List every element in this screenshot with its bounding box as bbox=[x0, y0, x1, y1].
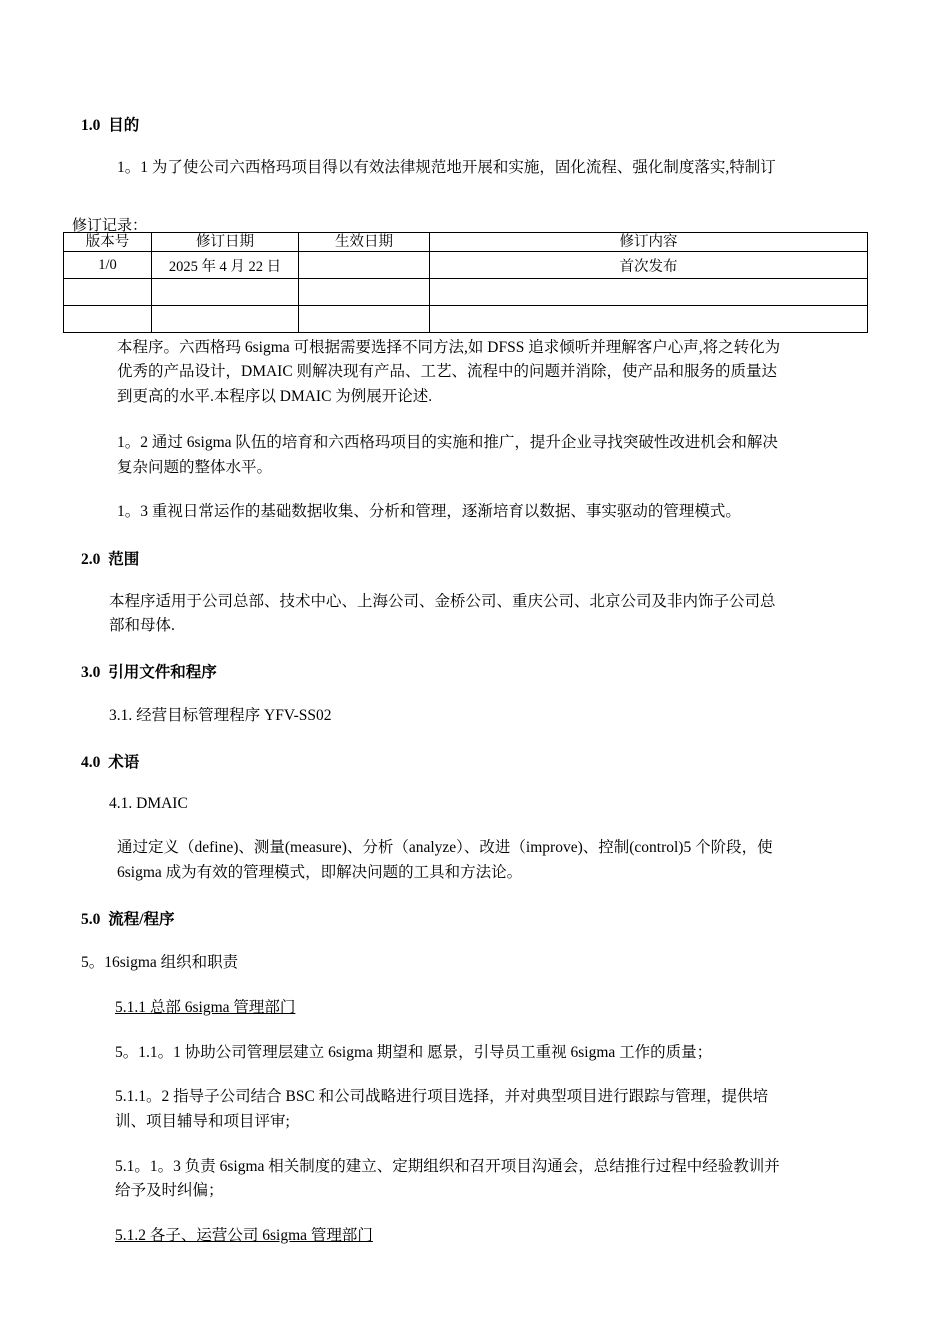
section-2-heading bbox=[81, 547, 139, 569]
section-3-heading bbox=[81, 660, 217, 682]
item-5-1-1-3-line-2: 给予及时纠偏； bbox=[115, 1182, 224, 1199]
section-1-title: 目的 bbox=[108, 117, 140, 134]
section-2-title: 范围 bbox=[108, 551, 140, 568]
section-5-number: 5.0 bbox=[81, 911, 101, 928]
term-definition-line-1: 通过定义（define)、测量(measure)、分析（analyze）、改进（improve)、控制(control)5 个阶段，使 bbox=[117, 839, 773, 856]
section-4-title: 术语 bbox=[108, 754, 140, 771]
cell-version: 1/0 bbox=[64, 252, 152, 279]
subsection-5-1: 5。16sigma 组织和职责 bbox=[81, 954, 239, 971]
section-1-number: 1.0 bbox=[81, 117, 101, 134]
item-5-1-1-2-line-2: 训、项目辅导和项目评审; bbox=[115, 1113, 290, 1130]
cell-version bbox=[64, 279, 152, 306]
cell-revision-content bbox=[430, 279, 868, 306]
purpose-paragraph-1-line-1: 1。1 为了使公司六西格玛项目得以有效法律规范地开展和实施，固化流程、强化制度落实,特制订 bbox=[117, 159, 776, 176]
header-effective-date: 生效日期 bbox=[299, 233, 430, 252]
purpose-paragraph-2-line-2: 复杂问题的整体水平。 bbox=[117, 459, 273, 476]
cell-effective-date bbox=[299, 252, 430, 279]
table-row bbox=[64, 252, 868, 279]
header-revision-date: 修订日期 bbox=[152, 233, 299, 252]
cell-revision-content bbox=[430, 306, 868, 333]
revision-table bbox=[63, 232, 868, 333]
cell-effective-date bbox=[299, 306, 430, 333]
purpose-paragraph-1-line-4: 到更高的水平.本程序以 DMAIC 为例展开论述. bbox=[117, 388, 433, 405]
section-2-number: 2.0 bbox=[81, 551, 101, 568]
cell-revision-date: 2025 年 4 月 22 日 bbox=[152, 252, 299, 279]
cell-revision-date bbox=[152, 306, 299, 333]
subsection-5-1-1-title: 5.1.1 总部 6sigma 管理部门 bbox=[115, 999, 296, 1016]
scope-line-2: 部和母体. bbox=[109, 617, 175, 634]
section-3-number: 3.0 bbox=[81, 664, 101, 681]
header-version: 版本号 bbox=[64, 233, 152, 252]
header-revision-content: 修订内容 bbox=[430, 233, 868, 252]
term-item-1: 4.1. DMAIC bbox=[109, 795, 188, 812]
purpose-paragraph-1-line-3: 优秀的产品设计，DMAIC 则解决现有产品、工艺、流程中的问题并消除，使产品和服务的质量达 bbox=[117, 363, 778, 380]
cell-version bbox=[64, 306, 152, 333]
purpose-paragraph-1-line-2: 本程序。六西格玛 6sigma 可根据需要选择不同方法,如 DFSS 追求倾听并理解客户心声,将之转化为 bbox=[117, 339, 781, 356]
item-5-1-1-1: 5。1.1。1 协助公司管理层建立 6sigma 期望和 愿景，引导员工重视 6sigma 工作的质量； bbox=[115, 1044, 713, 1061]
table-row bbox=[64, 306, 868, 333]
section-3-title: 引用文件和程序 bbox=[108, 664, 217, 681]
purpose-paragraph-3: 1。3 重视日常运作的基础数据收集、分析和管理，逐渐培育以数据、事实驱动的管理模式。 bbox=[117, 503, 741, 520]
cell-effective-date bbox=[299, 279, 430, 306]
section-4-number: 4.0 bbox=[81, 754, 101, 771]
item-5-1-1-2-line-1: 5.1.1。2 指导子公司结合 BSC 和公司战略进行项目选择，并对典型项目进行跟踪与管理，提供培 bbox=[115, 1088, 769, 1105]
section-5-title: 流程/程序 bbox=[108, 911, 175, 928]
section-4-heading bbox=[81, 750, 139, 772]
term-definition-line-2: 6sigma 成为有效的管理模式，即解决问题的工具和方法论。 bbox=[117, 864, 523, 881]
reference-item-1: 3.1. 经营目标管理程序 YFV-SS02 bbox=[109, 707, 332, 724]
cell-revision-date bbox=[152, 279, 299, 306]
section-5-heading bbox=[81, 907, 175, 929]
purpose-paragraph-2-line-1: 1。2 通过 6sigma 队伍的培育和六西格玛项目的实施和推广，提升企业寻找突破性改进机会和解决 bbox=[117, 434, 778, 451]
scope-line-1: 本程序适用于公司总部、技术中心、上海公司、金桥公司、重庆公司、北京公司及非内饰子公司总 bbox=[109, 593, 776, 610]
revision-caption: 修订记录： bbox=[72, 218, 148, 234]
item-5-1-1-3-line-1: 5.1。1。3 负责 6sigma 相关制度的建立、定期组织和召开项目沟通会，总结推行过程中经验教训并 bbox=[115, 1158, 780, 1175]
section-1-heading bbox=[81, 113, 139, 135]
table-row bbox=[64, 279, 868, 306]
cell-revision-content: 首次发布 bbox=[430, 252, 868, 279]
revision-header-row bbox=[64, 233, 868, 252]
subsection-5-1-2-title: 5.1.2 各子、运营公司 6sigma 管理部门 bbox=[115, 1227, 373, 1244]
